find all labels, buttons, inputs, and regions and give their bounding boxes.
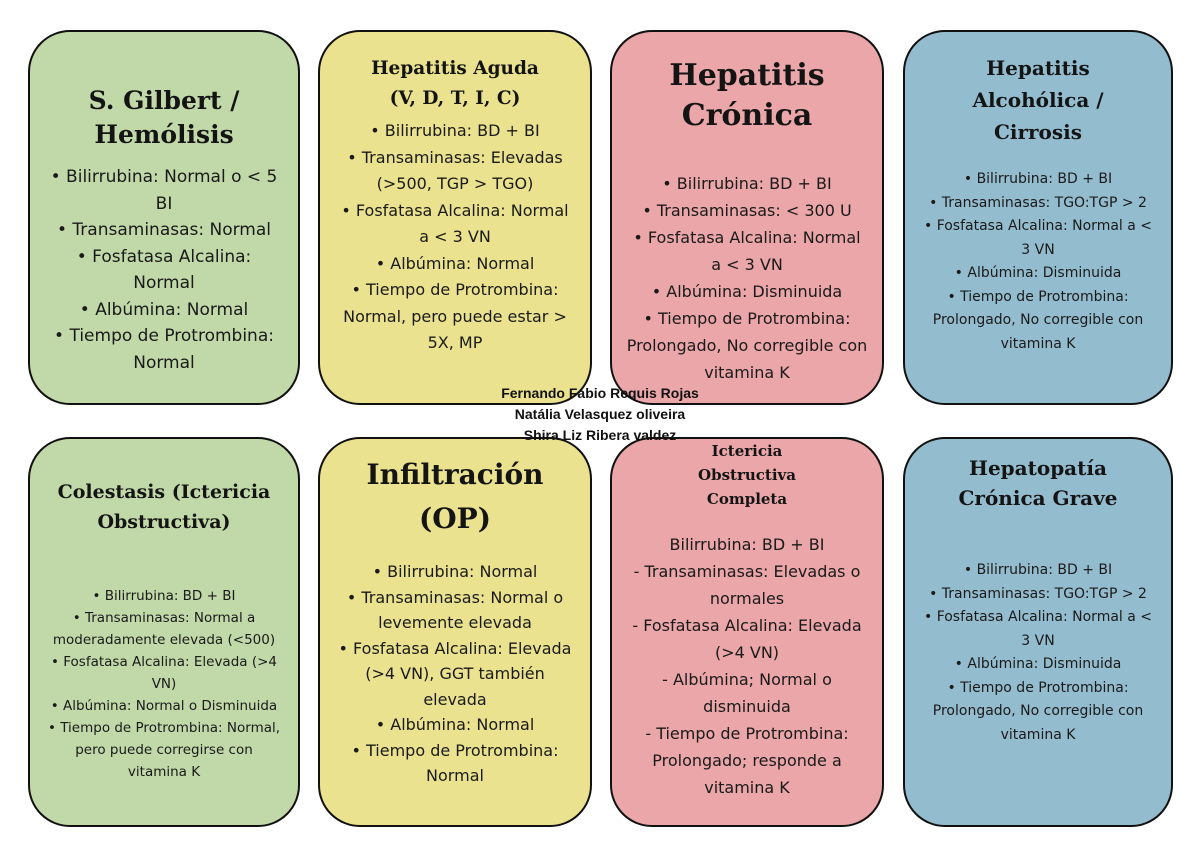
card-item: • Transaminasas: Elevadas (>500, TGP > TGO)	[347, 147, 563, 193]
card-hepatitis-cronica	[610, 30, 884, 405]
card-item: • Tiempo de Protrombina: Normal, pero puede estar > 5X, MP	[343, 280, 567, 352]
card-title: Infiltración (OP)	[366, 458, 544, 535]
card-item: - Tiempo de Protrombina: Prolongado; responde a vitamina K	[645, 724, 849, 797]
author-name: Fernando Fábio Requis Rojas	[501, 385, 699, 401]
card-title: Hepatitis Alcohólica / Cirrosis	[972, 56, 1104, 144]
card-title: Hepatitis Aguda (V, D, T, I, C)	[371, 58, 539, 109]
card-title: Hepatopatía Crónica Grave	[958, 456, 1118, 510]
card-title: Ictericia Obstructiva Completa	[698, 442, 796, 508]
card-item: • Bilirrubina: BD + BI	[92, 588, 236, 604]
card-item: • Fosfatasa Alcalina: Elevada (>4 VN)	[50, 654, 278, 692]
card-item: • Fosfatasa Alcalina: Normal a < 3 VN	[923, 218, 1153, 258]
card-item: • Transaminasas: Normal	[56, 220, 272, 240]
card-item: • Bilirrubina: BD + BI	[370, 121, 540, 140]
card-item: • Tiempo de Protrombina: Prolongado, No corregible con vitamina K	[932, 679, 1144, 743]
card-colestasis	[28, 437, 300, 827]
card-item: • Albúmina: Disminuida	[954, 265, 1122, 281]
authors-credits	[380, 383, 820, 446]
card-title: Colestasis (Ictericia Obstructiva)	[57, 481, 271, 533]
card-item: • Bilirrubina: Normal o < 5 BI	[50, 167, 278, 214]
card-item: • Transaminasas: TGO:TGP > 2	[929, 585, 1147, 602]
card-item: • Albúmina: Normal	[375, 253, 535, 273]
card-item: • Albúmina: Normal	[375, 715, 535, 734]
card-item: • Fosfatasa Alcalina: Normal a < 3 VN	[341, 200, 569, 246]
author-name: Shira Liz Ribera valdez	[523, 427, 677, 443]
card-item: • Bilirrubina: Normal	[372, 562, 538, 581]
card-ictericia-obstructiva	[610, 437, 884, 827]
card-item: • Tiempo de Protrombina: Normal, pero puede corregirse con vitamina K	[47, 720, 281, 780]
card-item: • Transaminasas: Normal a moderadamente elevada (<500)	[52, 610, 276, 648]
card-item: • Bilirrubina: BD + BI	[963, 562, 1113, 578]
card-item: Bilirrubina: BD + BI	[669, 535, 825, 554]
card-hepatopatia-cronica-grave	[903, 437, 1173, 827]
card-hepatitis-alcoholica	[903, 30, 1173, 405]
card-item: • Albúmina: Disminuida	[954, 656, 1122, 672]
card-item: • Fosfatasa Alcalina: Normal	[76, 246, 252, 293]
card-item: • Tiempo de Protrombina: Prolongado, No corregible con vitamina K	[932, 288, 1144, 352]
card-hepatitis-aguda	[318, 30, 592, 405]
card-item: • Tiempo de Protrombina: Normal	[54, 326, 274, 373]
card-item: • Tiempo de Protrombina: Prolongado, No corregible con vitamina K	[626, 309, 868, 382]
card-item: • Transaminasas: Normal o levemente elevada	[346, 587, 564, 632]
card-item: • Transaminasas: TGO:TGP > 2	[929, 194, 1147, 211]
card-item: • Albúmina: Normal	[79, 299, 249, 320]
card-gilbert-hemolisis	[28, 30, 300, 405]
card-item: • Fosfatasa Alcalina: Normal a < 3 VN	[633, 228, 861, 274]
card-infiltracion	[318, 437, 592, 827]
card-item: • Transaminasas: < 300 U	[642, 201, 852, 220]
card-title: Hepatitis Crónica	[669, 58, 825, 133]
card-item: - Albúmina; Normal o disminuida	[662, 670, 832, 716]
card-item: • Bilirrubina: BD + BI	[963, 171, 1113, 187]
card-item: • Tiempo de Protrombina: Normal	[351, 740, 559, 785]
author-name: Natália Velasquez oliveira	[514, 406, 686, 422]
card-item: • Albúmina: Normal o Disminuida	[50, 698, 278, 714]
card-item: • Fosfatasa Alcalina: Normal a < 3 VN	[923, 609, 1153, 649]
card-item: - Fosfatasa Alcalina: Elevada (>4 VN)	[632, 616, 862, 662]
card-item: • Bilirrubina: BD + BI	[662, 174, 832, 193]
card-item: • Fosfatasa Alcalina: Elevada (>4 VN), GGT también elevada	[338, 638, 572, 709]
card-item: - Transaminasas: Elevadas o normales	[633, 562, 861, 608]
card-item: • Albúmina: Disminuida	[651, 282, 843, 301]
card-title: S. Gilbert / Hemólisis	[88, 86, 240, 149]
